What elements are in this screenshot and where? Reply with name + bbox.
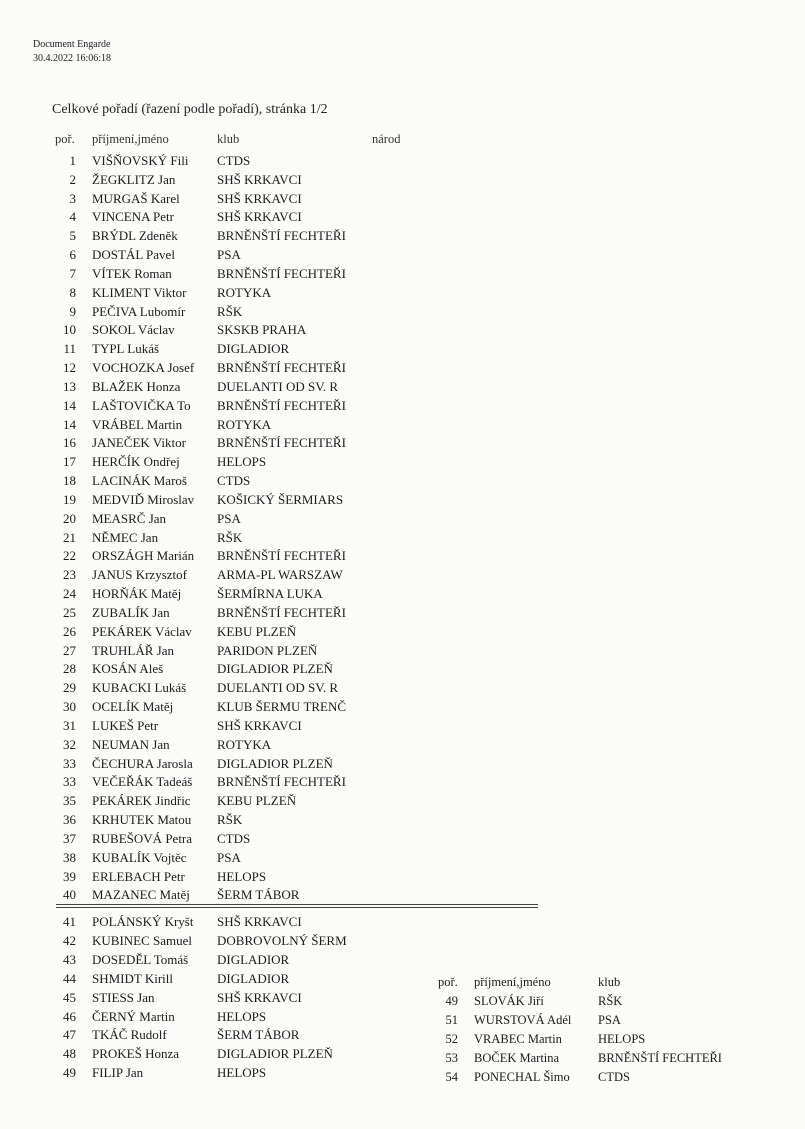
row-name: PEČIVA Lubomír bbox=[92, 303, 186, 319]
page-divider-line bbox=[56, 904, 538, 905]
row-name: ČERNÝ Martin bbox=[92, 1008, 175, 1024]
row-name: TRUHLÁŘ Jan bbox=[92, 642, 174, 658]
row-name: ŽEGKLITZ Jan bbox=[92, 171, 176, 187]
row-rank: 51 bbox=[445, 1013, 458, 1027]
row-rank: 40 bbox=[63, 887, 76, 903]
row-name: TYPL Lukáš bbox=[92, 341, 160, 357]
row-club: SKSKB PRAHA bbox=[217, 322, 307, 338]
row-club: RŠK bbox=[217, 812, 243, 828]
row-club: BRNĚNŠTÍ FECHTEŘI bbox=[217, 604, 346, 620]
row-name: KOSÁN Aleš bbox=[92, 661, 164, 677]
row-name: WURSTOVÁ Adél bbox=[474, 1013, 572, 1027]
row-club: HELOPS bbox=[217, 868, 267, 884]
row-rank: 41 bbox=[63, 914, 76, 929]
row-rank: 7 bbox=[69, 265, 76, 281]
row-rank: 52 bbox=[445, 1032, 458, 1046]
row-rank: 46 bbox=[63, 1008, 76, 1024]
row-name: PEKÁREK Jindřic bbox=[92, 793, 191, 809]
row-name: KUBINEC Samuel bbox=[92, 932, 193, 948]
row-name: OCELÍK Matěj bbox=[92, 699, 174, 715]
row-rank: 23 bbox=[63, 567, 76, 583]
row-rank: 37 bbox=[63, 830, 76, 846]
row-club: DIGLADIOR bbox=[217, 341, 290, 357]
row-club: DOBROVOLNÝ ŠERM bbox=[217, 932, 347, 948]
row-club: ŠERM TÁBOR bbox=[217, 887, 300, 903]
row-rank: 44 bbox=[63, 970, 76, 986]
row-name: VEČEŘÁK Tadeáš bbox=[92, 774, 193, 790]
row-rank: 29 bbox=[63, 680, 76, 696]
row-name: STIESS Jan bbox=[92, 989, 155, 1005]
row-name: ZUBALÍK Jan bbox=[92, 604, 170, 620]
row-name: BOČEK Martina bbox=[474, 1051, 560, 1065]
row-rank: 48 bbox=[63, 1046, 76, 1062]
row-club: ROTYKA bbox=[217, 736, 272, 752]
row-name: KUBACKI Lukáš bbox=[92, 680, 187, 696]
row-rank: 30 bbox=[63, 699, 76, 715]
row-name: RUBEŠOVÁ Petra bbox=[92, 830, 193, 846]
row-club: DIGLADIOR PLZEŇ bbox=[217, 661, 333, 677]
row-club: DIGLADIOR bbox=[217, 970, 290, 986]
row-club: BRNĚNŠTÍ FECHTEŘI bbox=[217, 397, 346, 413]
row-name: DOSTÁL Pavel bbox=[92, 247, 175, 263]
row-rank: 42 bbox=[63, 932, 76, 948]
row-rank: 47 bbox=[63, 1027, 76, 1043]
row-name: MURGAŠ Karel bbox=[92, 190, 180, 206]
row-club: RŠK bbox=[598, 994, 623, 1008]
row-rank: 33 bbox=[63, 774, 76, 790]
row-rank: 13 bbox=[63, 378, 76, 394]
document-source: Document Engarde bbox=[33, 39, 111, 50]
row-rank: 54 bbox=[445, 1070, 458, 1084]
row-rank: 53 bbox=[445, 1051, 458, 1065]
row-rank: 18 bbox=[63, 473, 76, 489]
row-name: KUBALÍK Vojtěc bbox=[92, 849, 187, 865]
row-club: ROTYKA bbox=[217, 284, 272, 300]
row-club: BRNĚNŠTÍ FECHTEŘI bbox=[217, 265, 346, 281]
row-club: SHŠ KRKAVCI bbox=[217, 914, 302, 929]
row-name: VIŠŇOVSKÝ Fili bbox=[92, 153, 189, 168]
row-name: VINCENA Petr bbox=[92, 209, 174, 225]
row-name: KRHUTEK Matou bbox=[92, 812, 192, 828]
row-rank: 11 bbox=[63, 341, 76, 357]
row-rank: 20 bbox=[63, 510, 76, 526]
row-name: FILIP Jan bbox=[92, 1065, 144, 1081]
row-rank: 17 bbox=[63, 454, 76, 470]
row-name: MEASRČ Jan bbox=[92, 510, 167, 526]
row-rank: 35 bbox=[63, 793, 76, 809]
row-club: HELOPS bbox=[217, 1008, 267, 1024]
row-name: VRABEC Martin bbox=[474, 1032, 562, 1046]
row-name: BLAŽEK Honza bbox=[92, 378, 181, 394]
row-club: KLUB ŠERMU TRENČ bbox=[217, 699, 347, 715]
row-rank: 33 bbox=[63, 755, 76, 771]
document-header bbox=[33, 38, 111, 66]
row-club: ŠERM TÁBOR bbox=[217, 1027, 300, 1043]
row-rank: 22 bbox=[63, 548, 76, 564]
row-rank: 24 bbox=[63, 586, 76, 602]
row-club: DIGLADIOR PLZEŇ bbox=[217, 1046, 333, 1062]
row-club: RŠK bbox=[217, 303, 243, 319]
row-rank: 9 bbox=[69, 303, 76, 319]
row-club: PSA bbox=[598, 1013, 621, 1027]
row-rank: 8 bbox=[69, 284, 76, 300]
row-club: DIGLADIOR bbox=[217, 951, 290, 967]
page-divider-line-2 bbox=[56, 907, 538, 908]
row-club: PSA bbox=[217, 247, 241, 263]
row-name: BRÝDL Zdeněk bbox=[92, 228, 178, 244]
right-col-name-header: příjmení,jméno bbox=[474, 975, 551, 989]
row-club: PSA bbox=[217, 849, 241, 865]
row-rank: 45 bbox=[63, 989, 76, 1005]
row-club: CTDS bbox=[217, 830, 251, 846]
row-rank: 16 bbox=[63, 435, 76, 451]
row-club: SHŠ KRKAVCI bbox=[217, 989, 302, 1005]
row-club: HELOPS bbox=[217, 1065, 267, 1081]
row-name: HORŇÁK Matěj bbox=[92, 586, 182, 602]
row-rank: 39 bbox=[63, 868, 76, 884]
row-name: PROKEŠ Honza bbox=[92, 1046, 180, 1062]
row-rank: 36 bbox=[63, 812, 76, 828]
row-club: PARIDON PLZEŇ bbox=[217, 642, 318, 658]
row-name: LAŠTOVIČKA To bbox=[92, 397, 191, 413]
row-club: SHŠ KRKAVCI bbox=[217, 209, 302, 225]
row-club: BRNĚNŠTÍ FECHTEŘI bbox=[217, 228, 346, 244]
row-club: BRNĚNŠTÍ FECHTEŘI bbox=[217, 360, 346, 376]
row-club: BRNĚNŠTÍ FECHTEŘI bbox=[217, 774, 346, 790]
row-name: DOSEDĚL Tomáš bbox=[92, 951, 189, 967]
row-rank: 26 bbox=[63, 623, 76, 639]
row-name: LACINÁK Maroš bbox=[92, 473, 187, 489]
row-rank: 14 bbox=[63, 397, 76, 413]
row-name: TKÁČ Rudolf bbox=[92, 1027, 167, 1043]
right-col-club-header: klub bbox=[598, 975, 621, 989]
row-club: RŠK bbox=[217, 529, 243, 545]
row-rank: 31 bbox=[63, 717, 76, 733]
row-rank: 10 bbox=[63, 322, 76, 338]
row-name: SLOVÁK Jiří bbox=[474, 994, 544, 1008]
row-rank: 1 bbox=[69, 153, 76, 168]
row-club: KEBU PLZEŇ bbox=[217, 793, 297, 809]
row-rank: 25 bbox=[63, 604, 76, 620]
row-rank: 21 bbox=[63, 529, 76, 545]
row-rank: 32 bbox=[63, 736, 76, 752]
row-club: HELOPS bbox=[598, 1032, 646, 1046]
row-name: KLIMENT Viktor bbox=[92, 284, 187, 300]
row-name: SHMIDT Kirill bbox=[92, 970, 174, 986]
row-club: BRNĚNŠTÍ FECHTEŘI bbox=[217, 548, 346, 564]
row-rank: 19 bbox=[63, 491, 76, 507]
row-club: SHŠ KRKAVCI bbox=[217, 717, 302, 733]
row-club: CTDS bbox=[217, 153, 251, 168]
row-rank: 27 bbox=[63, 642, 76, 658]
row-club: CTDS bbox=[217, 473, 251, 489]
row-club: DIGLADIOR PLZEŇ bbox=[217, 755, 333, 771]
row-club: CTDS bbox=[598, 1070, 630, 1084]
col-rank-header: poř. bbox=[55, 132, 75, 146]
row-name: VOCHOZKA Josef bbox=[92, 360, 195, 376]
row-rank: 12 bbox=[63, 360, 76, 376]
row-name: PONECHAL Šimo bbox=[474, 1070, 570, 1084]
row-rank: 4 bbox=[69, 209, 76, 225]
row-name: HERČÍK Ondřej bbox=[92, 454, 180, 470]
row-club: BRNĚNŠTÍ FECHTEŘI bbox=[217, 435, 346, 451]
row-name: MAZANEC Matěj bbox=[92, 887, 190, 903]
row-name: NĚMEC Jan bbox=[92, 529, 159, 545]
row-club: SHŠ KRKAVCI bbox=[217, 171, 302, 187]
col-name-header: příjmení,jméno bbox=[92, 132, 169, 146]
row-rank: 38 bbox=[63, 849, 76, 865]
row-name: JANUS Krzysztof bbox=[92, 567, 187, 583]
row-club: BRNĚNŠTÍ FECHTEŘI bbox=[598, 1051, 722, 1065]
row-name: VÍTEK Roman bbox=[92, 265, 172, 281]
col-club-header: klub bbox=[217, 132, 240, 146]
row-name: SOKOL Václav bbox=[92, 322, 175, 338]
row-club: ŠERMÍRNA LUKA bbox=[217, 586, 323, 602]
row-name: ORSZÁGH Marián bbox=[92, 548, 195, 564]
row-club: DUELANTI OD SV. R bbox=[217, 378, 339, 394]
row-club: HELOPS bbox=[217, 454, 267, 470]
document-timestamp: 30.4.2022 16:06:18 bbox=[33, 53, 112, 64]
row-name: JANEČEK Viktor bbox=[92, 435, 186, 451]
row-rank: 6 bbox=[69, 247, 76, 263]
row-rank: 49 bbox=[63, 1065, 76, 1081]
row-name: LUKEŠ Petr bbox=[92, 717, 159, 733]
row-rank: 3 bbox=[69, 190, 76, 206]
row-club: SHŠ KRKAVCI bbox=[217, 190, 302, 206]
row-club: PSA bbox=[217, 510, 241, 526]
page-title: Celkové pořadí (řazení podle pořadí), stránka 1/2 bbox=[52, 102, 328, 117]
row-rank: 2 bbox=[69, 171, 76, 187]
row-rank: 14 bbox=[63, 416, 76, 432]
row-name: NEUMAN Jan bbox=[92, 736, 170, 752]
row-name: POLÁNSKÝ Kryšt bbox=[92, 914, 194, 929]
row-name: VRÁBEL Martin bbox=[92, 416, 183, 432]
row-name: ERLEBACH Petr bbox=[92, 868, 185, 884]
row-rank: 28 bbox=[63, 661, 76, 677]
row-club: ROTYKA bbox=[217, 416, 272, 432]
right-col-rank-header: poř. bbox=[438, 975, 458, 989]
row-rank: 49 bbox=[445, 994, 458, 1008]
row-club: ARMA-PL WARSZAW bbox=[217, 567, 343, 583]
row-club: KOŠICKÝ ŠERMIARS bbox=[217, 491, 344, 507]
col-nation-header: národ bbox=[372, 132, 401, 146]
row-club: KEBU PLZEŇ bbox=[217, 623, 297, 639]
row-rank: 43 bbox=[63, 951, 76, 967]
row-name: PEKÁREK Václav bbox=[92, 623, 192, 639]
row-name: ČECHURA Jarosla bbox=[92, 755, 193, 771]
row-name: MEDVIĎ Miroslav bbox=[92, 491, 195, 507]
row-club: DUELANTI OD SV. R bbox=[217, 680, 339, 696]
row-rank: 5 bbox=[69, 228, 76, 244]
